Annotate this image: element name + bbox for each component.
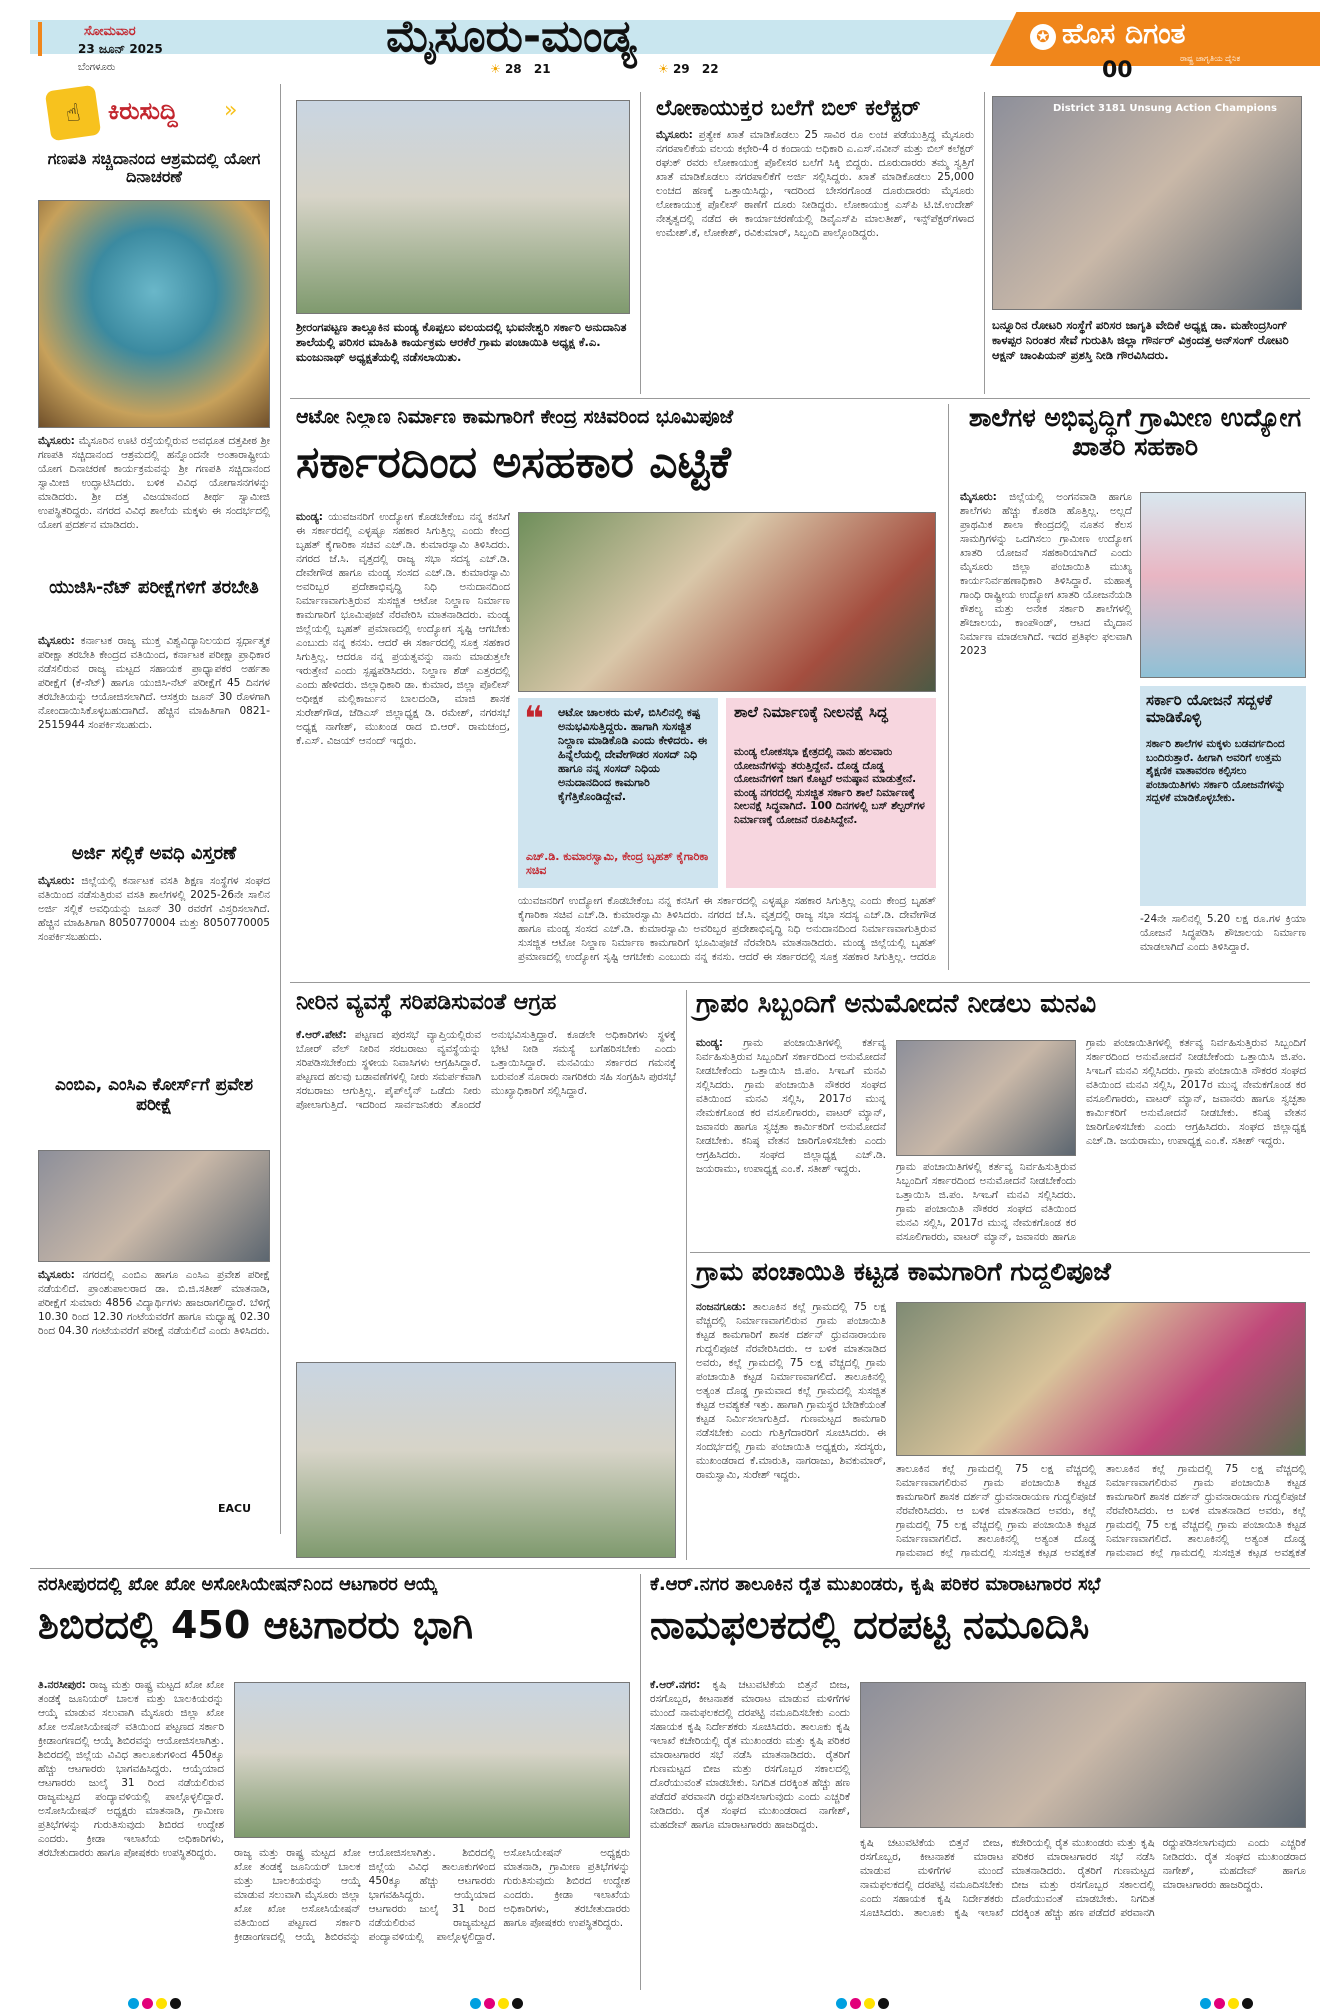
kiru-tag: EACU xyxy=(218,1502,252,1515)
weather-max: 29 xyxy=(672,62,690,76)
grampam-body-3: ಗ್ರಾಮ ಪಂಚಾಯಿತಿಗಳಲ್ಲಿ ಕರ್ತವ್ಯ ನಿರ್ವಹಿಸುತ್ತಿರುವ ಸಿಬ್ಬಂದಿಗೆ ಸರ್ಕಾರದಿಂದ ಅನುಮೋದನೆ ನೀಡಬೇಕೆಂದು ಒತ್ತಾಯಿಸಿ ಜಿ.ಪಂ. ಸಿಇಒಗೆ ಮನವಿ ಸಲ್ಲಿಸಿದರು. ಗ್ರಾಮ ಪಂಚಾಯಿತಿ ನೌಕರರ ಸಂಘದ ವತಿಯಿಂದ ಮನವಿ ಸಲ್ಲಿಸಿ, 2017ರ ಮುನ್ನ ನೇಮಕಗೊಂಡ ಕರ ವಸೂಲಿಗಾರರು, ವಾಟರ್ ಮ್ಯಾನ್, ಜವಾನರು ಹಾಗೂ ಸ್ವಚ್ಛತಾ ಕಾರ್ಮಿಕರಿಗೆ ಅನುಮೋದನೆ ನೀಡಬೇಕು. ಕನಿಷ್ಠ ವೇತನ ಜಾರಿಗೊಳಿಸಬೇಕು ಎಂದು ಆಗ್ರಹಿಸಿದರು. ಸಂಘದ ಜಿಲ್ಲಾಧ್ಯಕ್ಷ ಎಚ್.ಡಿ. ಜಯರಾಮು, ಉಪಾಧ್ಯಕ್ಷ ಎಂ.ಕೆ. ಸತೀಶ್ ಇದ್ದರು. xyxy=(1086,1037,1306,1147)
brand-emblem-icon: ✪ xyxy=(1030,24,1056,50)
page-number: 00 xyxy=(1102,58,1133,83)
weather-max: 28 xyxy=(504,62,522,76)
khokho-dateline: ತಿ.ನರಸೀಪುರ: xyxy=(38,1679,86,1691)
water-body xyxy=(296,1028,676,1358)
kiru-item-title: ಯುಜಿಸಿ-ನೆಟ್ ಪರೀಕ್ಷೆಗಳಿಗೆ ತರಬೇತಿ xyxy=(49,577,259,598)
sun-icon: ☀ xyxy=(658,62,669,76)
lead-headline: ಸರ್ಕಾರದಿಂದ ಅಸಹಕಾರ ಎಟ್ಟಿಕೆ xyxy=(296,437,731,488)
weather-today xyxy=(490,62,551,76)
quote-author: ಎಚ್.ಡಿ. ಕುಮಾರಸ್ವಾಮಿ, ಕೇಂದ್ರ ಬೃಹತ್ ಕೈಗಾರಿಕಾ ಸಚಿವ xyxy=(526,850,709,877)
kirusuddi-column xyxy=(38,84,270,1534)
school-box-title: ಶಾಲೆ ನಿರ್ಮಾಣಕ್ಕೆ ನೀಲನಕ್ಷೆ ಸಿದ್ಧ xyxy=(734,703,888,721)
kirusuddi-label-box xyxy=(48,88,258,138)
grampam-body-2: ಗ್ರಾಮ ಪಂಚಾಯಿತಿಗಳಲ್ಲಿ ಕರ್ತವ್ಯ ನಿರ್ವಹಿಸುತ್ತಿರುವ ಸಿಬ್ಬಂದಿಗೆ ಸರ್ಕಾರದಿಂದ ಅನುಮೋದನೆ ನೀಡಬೇಕೆಂದು ಒತ್ತಾಯಿಸಿ ಜಿ.ಪಂ. ಸಿಇಒಗೆ ಮನವಿ ಸಲ್ಲಿಸಿದರು. ಗ್ರಾಮ ಪಂಚಾಯಿತಿ ನೌಕರರ ಸಂಘದ ವತಿಯಿಂದ ಮನವಿ ಸಲ್ಲಿಸಿ, 2017ರ ಮುನ್ನ ನೇಮಕಗೊಂಡ ಕರ ವಸೂಲಿಗಾರರು, ವಾಟರ್ ಮ್ಯಾನ್, ಜವಾನರು ಹಾಗೂ xyxy=(896,1161,1076,1243)
brand-name: ಹೊಸ ದಿಗಂತ xyxy=(1062,17,1186,50)
farmers-body-2: ಕೃಷಿ ಚಟುವಟಿಕೆಯ ಬಿತ್ತನೆ ಬೀಜ, ರಸಗೊಬ್ಬರ, ಕೀಟನಾಶಕ ಮಾರಾಟ ಮಾಡುವ ಮಳಿಗೆಗಳ ಮುಂದೆ ನಾಮಫಲಕದಲ್ಲಿ ದರಪಟ್ಟಿ ನಮೂದಿಸಬೇಕು ಎಂದು ಸಹಾಯಕ ಕೃಷಿ ನಿರ್ದೇಶಕರು ಸೂಚಿಸಿದರು. ತಾಲೂಕು ಕೃಷಿ ಇಲಾಖೆ ಕಚೇರಿಯಲ್ಲಿ ರೈತ ಮುಖಂಡರು ಮತ್ತು ಕೃಷಿ ಪರಿಕರ ಮಾರಾಟಗಾರರ ಸಭೆ ನಡೆಸಿ ಮಾತನಾಡಿದರು. ರೈತರಿಗೆ ಗುಣಮಟ್ಟದ ಬೀಜ ಮತ್ತು ರಸಗೊಬ್ಬರ ಸಕಾಲದಲ್ಲಿ ದೊರೆಯುವಂತೆ ಮಾಡಬೇಕು. ನಿಗದಿತ ದರಕ್ಕಿಂತ ಹೆಚ್ಚು ಹಣ ಪಡೆದರೆ ಪರವಾನಗಿ ರದ್ದುಪಡಿಸಲಾಗುವುದು ಎಂದು ಎಚ್ಚರಿಕೆ ನೀಡಿದರು. ರೈತ ಸಂಘದ ಮುಖಂಡರಾದ ನಾಗೇಶ್, ಮಹದೇವ್ ಹಾಗೂ ಮಾರಾಟಗಾರರು ಹಾಜರಿದ್ದರು. xyxy=(860,1837,1306,1919)
lokayukta-dateline: ಮೈಸೂರು: xyxy=(656,129,693,141)
water-headline: ನೀರಿನ ವ್ಯವಸ್ಥೆ ಸರಿಪಡಿಸುವಂತೆ ಆಗ್ರಹ xyxy=(296,990,557,1015)
kiru-body: ನಗರದಲ್ಲಿ ಎಂಬಿಎ ಹಾಗೂ ಎಂಸಿಎ ಪ್ರವೇಶ ಪರೀಕ್ಷೆ ನಡೆಯಲಿದೆ. ಪ್ರಾಂಶುಪಾಲರಾದ ಡಾ. ಬಿ.ಜಿ.ಸತೀಶ್ ಮಾತನಾಡಿ, ಪರೀಕ್ಷೆಗೆ ಸುಮಾರು 4856 ವಿದ್ಯಾರ್ಥಿಗಳು ಹಾಜರಾಗಲಿದ್ದಾರೆ. ಬೆಳಿಗ್ಗೆ 10.30 ರಿಂದ 12.30 ಗಂಟೆಯವರೆಗೆ ಹಾಗೂ ಮಧ್ಯಾಹ್ನ 02.30 ರಿಂದ 04.30 ಗಂಟೆಯವರೆಗೆ ಪರೀಕ್ಷೆ ನಡೆಯಲಿದೆ ಎಂದು ತಿಳಿಸಿದರು. xyxy=(38,1269,270,1337)
gramina-headline: ಶಾಲೆಗಳ ಅಭಿವೃದ್ಧಿಗೆ ಗ್ರಾಮೀಣ ಉದ್ಯೋಗ ಖಾತರಿ ಸಹಕಾರಿ xyxy=(968,403,1302,461)
kiru-item-title: ಗಣಪತಿ ಸಚ್ಚಿದಾನಂದ ಆಶ್ರಮದಲ್ಲಿ ಯೋಗ ದಿನಾಚರಣೆ xyxy=(47,149,261,187)
column-rule xyxy=(640,92,641,394)
masthead-title: ಮೈಸೂರು-ಮಂಡ್ಯ xyxy=(386,11,637,62)
khokho-headline: ಶಿಬಿರದಲ್ಲಿ 450 ಆಟಗಾರರು ಭಾಗಿ xyxy=(38,1603,474,1647)
school-building-photo xyxy=(1140,492,1306,678)
lead-body-tail: ಯುವಜನರಿಗೆ ಉದ್ಯೋಗ ಕೊಡಬೇಕೆಂಬ ನನ್ನ ಕನಸಿಗೆ ಈ ಸರ್ಕಾರದಲ್ಲಿ ಎಳ್ಳಷ್ಟೂ ಸಹಕಾರ ಸಿಗುತ್ತಿಲ್ಲ ಎಂದು ಕೇಂದ್ರ ಬೃಹತ್ ಕೈಗಾರಿಕಾ ಸಚಿವ ಎಚ್.ಡಿ. ಕುಮಾರಸ್ವಾಮಿ ತಿಳಿಸಿದರು. ನಗರದ ಜೆ.ಸಿ. ವೃತ್ತದಲ್ಲಿ ರಾಜ್ಯ ಸಭಾ ಸದಸ್ಯ ಎಚ್.ಡಿ. ದೇವೇಗೌಡ ಹಾಗೂ ಮಂಡ್ಯ ಸಂಸದ ಎಚ್.ಡಿ. ಕುಮಾರಸ್ವಾಮಿ ಅವರಿಬ್ಬರ ಪ್ರದೇಶಾಭಿವೃದ್ಧಿ ನಿಧಿ ಅನುದಾನದಿಂದ ನಿರ್ಮಾಣವಾಗುತ್ತಿರುವ ಸುಸಜ್ಜಿತ ಆಟೋ ನಿಲ್ದಾಣ ನಿರ್ಮಾಣ ಕಾಮಗಾರಿಗೆ ಭೂಮಿಪೂಜೆ ನೆರವೇರಿಸಿ ಮಾತನಾಡಿದರು. ಮಂಡ್ಯ ಜಿಲ್ಲೆಯಲ್ಲಿ ಬೃಹತ್ ಪ್ರಮಾಣದಲ್ಲಿ ಉದ್ಯೋಗ ಸೃಷ್ಟಿ ಆಗಬೇಕು ಎಂಬುದು ನನ್ನ ಕನಸು. ಆದರೆ ಈ ಸರ್ಕಾರದಲ್ಲಿ ಸೂಕ್ತ ಸಹಕಾರ ಸಿಗುತ್ತಿಲ್ಲ. ಆದರೂ xyxy=(518,895,936,963)
column-rule xyxy=(984,92,985,394)
gp-dateline: ನಂಜನಗೂಡು: xyxy=(696,1301,746,1313)
section-rule xyxy=(290,982,1310,983)
weather-min: 21 xyxy=(533,62,551,76)
kiru-dateline: ಮೈಸೂರು: xyxy=(38,1269,75,1281)
weather-tomorrow xyxy=(658,62,719,76)
gramina-sub-body: ಸರ್ಕಾರಿ ಶಾಲೆಗಳ ಮಕ್ಕಳು ಬಡವರ್ಗದಿಂದ ಬಂದಿರುತ್ತಾರೆ. ಹೀಗಾಗಿ ಅವರಿಗೆ ಉತ್ತಮ ಶೈಕ್ಷಣಿಕ ವಾತಾವರಣ ಕಲ್ಪಿಸಲು ಪಂಚಾಯಿತಿಗಳು ಸರ್ಕಾರಿ ಯೋಜನೆಗಳನ್ನು ಸದ್ಬಳಕೆ ಮಾಡಿಕೊಳ್ಳಬೇಕು. xyxy=(1146,738,1286,804)
kiru-item-body xyxy=(38,874,270,1064)
gp-body-3: ತಾಲೂಕಿನ ಕಲ್ಲೆ ಗ್ರಾಮದಲ್ಲಿ 75 ಲಕ್ಷ ವೆಚ್ಚದಲ್ಲಿ ನಿರ್ಮಾಣವಾಗಲಿರುವ ಗ್ರಾಮ ಪಂಚಾಯಿತಿ ಕಟ್ಟಡ ಕಾಮಗಾರಿಗೆ ಶಾಸಕ ದರ್ಶನ್ ಧ್ರುವನಾರಾಯಣ ಗುದ್ದಲಿಪೂಜೆ ನೆರವೇರಿಸಿದರು. ಆ ಬಳಿಕ ಮಾತನಾಡಿದ ಅವರು, ಕಲ್ಲೆ ಗ್ರಾಮದಲ್ಲಿ 75 ಲಕ್ಷ ವೆಚ್ಚದಲ್ಲಿ ಗ್ರಾಮ ಪಂಚಾಯಿತಿ ಕಟ್ಟಡ ನಿರ್ಮಾಣವಾಗಲಿದೆ. ತಾಲೂಕಿನಲ್ಲಿ ಅತ್ಯಂತ ದೊಡ್ಡ ಗ್ರಾಮವಾದ ಕಲ್ಲೆ ಗ್ರಾಮದಲ್ಲಿ ಸುಸಜ್ಜಿತ ಕಟ್ಟಡ ಅವಶ್ಯಕತೆ xyxy=(1106,1463,1306,1558)
gp-body-2: ತಾಲೂಕಿನ ಕಲ್ಲೆ ಗ್ರಾಮದಲ್ಲಿ 75 ಲಕ್ಷ ವೆಚ್ಚದಲ್ಲಿ ನಿರ್ಮಾಣವಾಗಲಿರುವ ಗ್ರಾಮ ಪಂಚಾಯಿತಿ ಕಟ್ಟಡ ಕಾಮಗಾರಿಗೆ ಶಾಸಕ ದರ್ಶನ್ ಧ್ರುವನಾರಾಯಣ ಗುದ್ದಲಿಪೂಜೆ ನೆರವೇರಿಸಿದರು. ಆ ಬಳಿಕ ಮಾತನಾಡಿದ ಅವರು, ಕಲ್ಲೆ ಗ್ರಾಮದಲ್ಲಿ 75 ಲಕ್ಷ ವೆಚ್ಚದಲ್ಲಿ ಗ್ರಾಮ ಪಂಚಾಯಿತಿ ಕಟ್ಟಡ ನಿರ್ಮಾಣವಾಗಲಿದೆ. ತಾಲೂಕಿನಲ್ಲಿ ಅತ್ಯಂತ ದೊಡ್ಡ ಗ್ರಾಮವಾದ ಕಲ್ಲೆ ಗ್ರಾಮದಲ್ಲಿ ಸುಸಜ್ಜಿತ ಕಟ್ಟಡ ಅವಶ್ಯಕತೆ xyxy=(896,1463,1096,1558)
yoga-caption: ಶ್ರೀರಂಗಪಟ್ಟಣ ತಾಲ್ಲೂಕಿನ ಮಂಡ್ಯ ಕೊಪ್ಪಲು ವಲಯದಲ್ಲಿ ಭುವನೇಶ್ವರಿ ಸರ್ಕಾರಿ ಅನುದಾನಿತ ಶಾಲೆಯಲ್ಲಿ ಪರಿಸರ ಮಾಹಿತಿ ಕಾರ್ಯಕ್ರಮ ಆರಕೆರೆ ಗ್ರಾಮ ಪಂಚಾಯಿತಿ ಅಧ್ಯಕ್ಷ ಕೆ.ಎ. ಮಂಜುನಾಥ್ ಅಧ್ಯಕ್ಷತೆಯಲ್ಲಿ ನಡೆಸಲಾಯಿತು. xyxy=(296,320,627,364)
masthead-date: 23 ಜೂನ್ 2025 xyxy=(78,42,163,56)
tree-planting-photo xyxy=(296,100,630,314)
principal-photo xyxy=(38,1150,270,1262)
khokho-kicker: ನರಸೀಪುರದಲ್ಲಿ ಖೋ ಖೋ ಅಸೋಸಿಯೇಷನ್‌ನಿಂದ ಆಟಗಾರರ ಆಯ್ಕೆ xyxy=(38,1574,438,1595)
khokho-body xyxy=(38,1678,224,1988)
gramina-sub-title: ಸರ್ಕಾರಿ ಯೋಜನೆ ಸದ್ಬಳಕೆ ಮಾಡಿಕೊಳ್ಳಿ xyxy=(1146,691,1272,727)
farmers-kicker: ಕೆ.ಆರ್.ನಗರ ತಾಲೂಕಿನ ರೈತ ಮುಖಂಡರು, ಕೃಷಿ ಪರಿಕರ ಮಾರಾಟಗಾರರ ಸಭೆ xyxy=(650,1574,1101,1595)
lead-text: ಯುವಜನರಿಗೆ ಉದ್ಯೋಗ ಕೊಡಬೇಕೆಂಬ ನನ್ನ ಕನಸಿಗೆ ಈ ಸರ್ಕಾರದಲ್ಲಿ ಎಳ್ಳಷ್ಟೂ ಸಹಕಾರ ಸಿಗುತ್ತಿಲ್ಲ ಎಂದು ಕೇಂದ್ರ ಬೃಹತ್ ಕೈಗಾರಿಕಾ ಸಚಿವ ಎಚ್.ಡಿ. ಕುಮಾರಸ್ವಾಮಿ ತಿಳಿಸಿದರು. ನಗರದ ಜೆ.ಸಿ. ವೃತ್ತದಲ್ಲಿ ರಾಜ್ಯ ಸಭಾ ಸದಸ್ಯ ಎಚ್.ಡಿ. ದೇವೇಗೌಡ ಹಾಗೂ ಮಂಡ್ಯ ಸಂಸದ ಎಚ್.ಡಿ. ಕುಮಾರಸ್ವಾಮಿ ಅವರಿಬ್ಬರ ಪ್ರದೇಶಾಭಿವೃದ್ಧಿ ನಿಧಿ ಅನುದಾನದಿಂದ ನಿರ್ಮಾಣವಾಗುತ್ತಿರುವ ಸುಸಜ್ಜಿತ ಆಟೋ ನಿಲ್ದಾಣ ನಿರ್ಮಾಣ ಕಾಮಗಾರಿಗೆ ಭೂಮಿಪೂಜೆ ನೆರವೇರಿಸಿ ಮಾತನಾಡಿದರು. ಮಂಡ್ಯ ಜಿಲ್ಲೆಯಲ್ಲಿ ಬೃಹತ್ ಪ್ರಮಾಣದಲ್ಲಿ ಉದ್ಯೋಗ ಸೃಷ್ಟಿ ಆಗಬೇಕು ಎಂಬುದು ನನ್ನ ಕನಸು. ಆದರೆ ಈ ಸರ್ಕಾರದಲ್ಲಿ ಸೂಕ್ತ ಸಹಕಾರ ಸಿಗುತ್ತಿಲ್ಲ. ಆದರೂ ನನ್ನ ಪ್ರಯತ್ನವನ್ನು ನಾನು ಮಾಡುತ್ತಲೇ ಇರುತ್ತೇನೆ ಎಂದು ಸ್ಪಷ್ಟಪಡಿಸಿದರು. ನಿಲ್ದಾಣ ಶೆಡ್ ಎತ್ತರದಲ್ಲಿ ಎಂದು ಹೇಳಿದರು. ಜಿಲ್ಲಾಧಿಕಾರಿ ಡಾ. ಕುಮಾರ, ಜಿಲ್ಲಾ ಪೊಲೀಸ್ ಅಧೀಕ್ಷಕ ಮಲ್ಲಿಕಾರ್ಜುನ ಬಾಲದಂಡಿ, ಮಾಜಿ ಶಾಸಕ ಸುರೇಶ್‌ಗೌಡ, ಜೆಡಿಎಸ್ ಜಿಲ್ಲಾಧ್ಯಕ್ಷ ಡಿ. ರಮೇಶ್, ನಗರಸಭೆ ಅಧ್ಯಕ್ಷ ನಾಗೇಶ್, ಮುಖಂಡ ರಾದ ಬಿ.ಆರ್. ರಾಮಚಂದ್ರ, ಕೆ.ಎಸ್. ವಿಜಯ್ ಆನಂದ್ ಇದ್ದರು. xyxy=(296,511,510,747)
kirusuddi-label: ಕಿರುಸುದ್ದಿ xyxy=(108,97,178,125)
weather-min: 22 xyxy=(701,62,719,76)
masthead-city: ಬೆಂಗಳೂರು xyxy=(78,62,116,73)
quote-text: ಆಟೋ ಚಾಲಕರು ಮಳೆ, ಬಿಸಿಲಿನಲ್ಲಿ ಕಷ್ಟ ಅನುಭವಿಸುತ್ತಿದ್ದರು. ಹಾಗಾಗಿ ಸುಸಜ್ಜಿತ ನಿಲ್ದಾಣ ಮಾಡಿಕೊಡಿ ಎಂದು ಕೇಳಿದರು. ಈ ಹಿನ್ನೆಲೆಯಲ್ಲಿ ದೇವೇಗೌಡರ ಸಂಸದ್ ನಿಧಿ ಹಾಗೂ ನನ್ನ ಸಂಸದ್ ನಿಧಿಯ ಅನುದಾನದಿಂದ ಕಾಮಗಾರಿ ಕೈಗೆತ್ತಿಕೊಂಡಿದ್ದೇವೆ. xyxy=(558,706,708,803)
section-rule xyxy=(290,398,1310,399)
kirusuddi-arrows: » xyxy=(224,98,238,123)
farmers-dateline: ಕೆ.ಆರ್.ನಗರ: xyxy=(650,1679,701,1691)
kiru-body: ಕರ್ನಾಟಕ ರಾಜ್ಯ ಮುಕ್ತ ವಿಶ್ವವಿದ್ಯಾನಿಲಯದ ಸ್ಪರ್ಧಾತ್ಮಕ ಪರೀಕ್ಷಾ ತರಬೇತಿ ಕೇಂದ್ರದ ವತಿಯಿಂದ, ಕರ್ನಾಟಕ ಪರೀಕ್ಷಾ ಪ್ರಾಧಿಕಾರ ನಡೆಸಲಿರುವ ರಾಜ್ಯ ಮಟ್ಟದ ಸಹಾಯಕ ಪ್ರಾಧ್ಯಾಪಕರ ಅರ್ಹತಾ ಪರೀಕ್ಷೆಗೆ (ಕೆ-ಸೆಟ್) ಹಾಗೂ ಯುಜಿಸಿ-ನೆಟ್ ಪರೀಕ್ಷೆಗೆ 45 ದಿನಗಳ ತರಬೇತಿಯನ್ನು ಆಯೋಜಿಸಲಾಗಿದೆ. ಆಸಕ್ತರು ಜೂನ್ 30 ರೊಳಗಾಗಿ ನೋಂದಾಯಿಸಿಕೊಳ್ಳಬಹುದಾಗಿದೆ. ಹೆಚ್ಚಿನ ಮಾಹಿತಿಗಾಗಿ 0821-2515944 ಸಂಪರ್ಕಿಸಬಹುದು. xyxy=(38,635,270,731)
yoga-sculpture-photo xyxy=(38,200,270,428)
kiru-item-title: ಎಂಬಿಎ, ಎಂಸಿಎ ಕೋರ್ಸ್‌ಗೆ ಪ್ರವೇಶ ಪರೀಕ್ಷೆ xyxy=(54,1075,254,1115)
groundbreaking-photo xyxy=(896,1302,1306,1456)
grampam-body xyxy=(696,1036,886,1246)
school-box-body: ಮಂಡ್ಯ ಲೋಕಸಭಾ ಕ್ಷೇತ್ರದಲ್ಲಿ ನಾನು ಹಲವಾರು ಯೋಜನೆಗಳನ್ನು ತರುತ್ತಿದ್ದೇನೆ. ದೊಡ್ಡ ದೊಡ್ಡ ಯೋಜನೆಗಳಿಗೆ ಜಾಗ ಕೊಟ್ಟರೆ ಅನುಷ್ಠಾನ ಮಾಡುತ್ತೇನೆ. ಮಂಡ್ಯ ನಗರದಲ್ಲಿ ಸುಸಜ್ಜಿತ ಸರ್ಕಾರಿ ಶಾಲೆ ನಿರ್ಮಾಣಕ್ಕೆ ನೀಲನಕ್ಷೆ ಸಿದ್ಧವಾಗಿದೆ. 100 ದಿನಗಳಲ್ಲಿ ಬಸ್ ಶೆಲ್ಟರ್‌ಗಳ ನಿರ್ಮಾಣಕ್ಕೆ ಯೋಜನೆ ರೂಪಿಸಿದ್ದೇನೆ. xyxy=(734,746,925,826)
gramina-text: ಜಿಲ್ಲೆಯಲ್ಲಿ ಅಂಗನವಾಡಿ ಹಾಗೂ ಶಾಲೆಗಳು ಹೆಚ್ಚು ಕೊಠಡಿ ಹೊತ್ತಿಲ್ಲ. ಅಲ್ಲದೆ ಪ್ರಾಥಮಿಕ ಶಾಲಾ ಕೇಂದ್ರದಲ್ಲಿ ನೂತನ ಕೆಲಸ ಸಾಮಗ್ರಿಗಳನ್ನು ಒದಗಿಸಲು ಗ್ರಾಮೀಣ ಉದ್ಯೋಗ ಖಾತರಿ ಯೋಜನೆ ಸಹಕಾರಿಯಾಗಿದೆ ಎಂದು ಮೈಸೂರು ಜಿಲ್ಲಾ ಪಂಚಾಯಿತಿ ಮುಖ್ಯ ಕಾರ್ಯನಿರ್ವಹಣಾಧಿಕಾರಿ ತಿಳಿಸಿದ್ದಾರೆ. ಮಹಾತ್ಮ ಗಾಂಧಿ ರಾಷ್ಟ್ರೀಯ ಉದ್ಯೋಗ ಖಾತರಿ ಯೋಜನೆಯಡಿ ಕೌಶಲ್ಯ ಮತ್ತು ಅನೇಕ ಸರ್ಕಾರಿ ಶಾಲೆಗಳಲ್ಲಿ ಶೌಚಾಲಯ, ಕಾಂಪೌಂಡ್, ಆಟದ ಮೈದಾನ ನಿರ್ಮಾಣ ಮಾಡಲಾಗಿದೆ. ಇದರ ಪ್ರತಿಫಲ ಫಲವಾಗಿ 2023 xyxy=(960,491,1132,657)
school-box xyxy=(726,698,936,888)
masthead xyxy=(30,11,1320,83)
lokayukta-text: ಪ್ರತ್ಯೇಕ ಖಾತೆ ಮಾಡಿಕೊಡಲು 25 ಸಾವಿರ ರೂ ಲಂಚ ಪಡೆಯುತ್ತಿದ್ದ ಮೈಸೂರು ನಗರಪಾಲಿಕೆಯ ವಲಯ ಕಛೇರಿ-4 ರ ಕಂದಾಯ ಅಧಿಕಾರಿ ಎ.ಎಸ್.ನವೀನ್ ಮತ್ತು ಬಿಲ್ ಕಲೆಕ್ಟರ್ ರಘುಕ್ ರವರು ಲೋಕಾಯುಕ್ತ ಪೊಲೀಸರ ಬಲೆಗೆ ಸಿಕ್ಕಿ ಬಿದ್ದರು. ದೂರುದಾರರು ತಮ್ಮ ಸ್ವತ್ತಿಗೆ ಖಾತೆ ಮಾಡಿಕೊಡಲು ನಗರಪಾಲಿಕೆಗೆ ಅರ್ಜಿ ಸಲ್ಲಿಸಿದ್ದರು. ಖಾತೆ ಮಾಡಿಕೊಡಲು 25,000 ಲಂಚದ ಹಣಕ್ಕೆ ಒತ್ತಾಯಿಸಿದ್ದು, ಇದರಿಂದ ಬೇಸರಗೊಂಡ ದೂರುದಾರರು ಮೈಸೂರು ಲೋಕಾಯುಕ್ತ ಪೊಲೀಸ್ ಠಾಣೆಗೆ ದೂರು ನೀಡಿದ್ದರು. ಲೋಕಾಯುಕ್ತ ಎಸ್‌ಪಿ ಟಿ.ಜೆ.ಉದೇಶ್ ನೇತೃತ್ವದಲ್ಲಿ ನಡೆದ ಈ ಕಾರ್ಯಾಚರಣೆಯಲ್ಲಿ ಡಿವೈಎಸ್‌ಪಿ ಮಾಲತೀಶ್, ಇನ್ಸ್‌ಪೆಕ್ಟರ್‌ಗಳಾದ ಉಮೇಶ್.ಕೆ, ಲೋಕೇಶ್, ರವಿಕುಮಾರ್, ಸಿಬ್ಬಂದಿ ಪಾಲ್ಗೊಂಡಿದ್ದರು. xyxy=(656,129,974,239)
kiru-item-body xyxy=(38,1268,270,1498)
lead-dateline: ಮಂಡ್ಯ: xyxy=(296,511,323,523)
farmers-headline: ನಾಮಫಲಕದಲ್ಲಿ ದರಪಟ್ಟಿ ನಮೂದಿಸಿ xyxy=(650,1603,1090,1647)
sun-icon: ☀ xyxy=(490,62,501,76)
gp-headline: ಗ್ರಾಮ ಪಂಚಾಯಿತಿ ಕಟ್ಟಡ ಕಾಮಗಾರಿಗೆ ಗುದ್ದಲಿಪೂಜೆ xyxy=(696,1257,1111,1286)
kiru-item-body xyxy=(38,434,270,568)
column-rule xyxy=(280,84,281,1534)
khokho-photo xyxy=(234,1682,630,1838)
hand-icon: ☝ xyxy=(45,85,101,141)
registration-marks-left xyxy=(128,1994,184,2009)
water-dateline: ಕೆ.ಆರ್.ಪೇಟೆ: xyxy=(296,1029,347,1041)
lokayukta-body xyxy=(656,128,974,386)
memorandum-photo xyxy=(896,1040,1076,1156)
bhoomi-pooja-photo xyxy=(518,512,936,692)
kiru-item-body xyxy=(38,634,270,834)
masthead-day: ಸೋಮವಾರ xyxy=(84,24,136,39)
kiru-item-title: ಅರ್ಜಿ ಸಲ್ಲಿಕೆ ಅವಧಿ ವಿಸ್ತರಣೆ xyxy=(71,843,237,864)
gramina-tail: -24ನೇ ಸಾಲಿನಲ್ಲಿ 5.20 ಲಕ್ಷ ರೂ.ಗಳ ಕ್ರಿಯಾ ಯೋಜನೆ ಸಿದ್ಧಪಡಿಸಿ ಶೌಚಾಲಯ ನಿರ್ಮಾಣ ಮಾಡಲಾಗಿದೆ ಎಂದು ತಿಳಿಸಿದ್ದಾರೆ. xyxy=(1140,913,1306,953)
brand-tagline: ರಾಷ್ಟ್ರ ಜಾಗೃತಿಯ ದೈನಿಕ xyxy=(1180,54,1241,63)
gramina-body xyxy=(960,490,1132,964)
khokho-body-2: ರಾಜ್ಯ ಮತ್ತು ರಾಷ್ಟ್ರ ಮಟ್ಟದ ಖೋ ಖೋ ತಂಡಕ್ಕೆ ಜೂನಿಯರ್ ಬಾಲಕ ಮತ್ತು ಬಾಲಕಿಯರನ್ನು ಆಯ್ಕೆ ಮಾಡುವ ಸಲುವಾಗಿ ಮೈಸೂರು ಜಿಲ್ಲಾ ಖೋ ಖೋ ಅಸೋಸಿಯೇಷನ್ ವತಿಯಿಂದ ಪಟ್ಟಣದ ಸರ್ಕಾರಿ ಕ್ರೀಡಾಂಗಣದಲ್ಲಿ ಆಯ್ಕೆ ಶಿಬಿರವನ್ನು ಆಯೋಜಿಸಲಾಗಿತ್ತು. ಶಿಬಿರದಲ್ಲಿ ಜಿಲ್ಲೆಯ ವಿವಿಧ ತಾಲೂಕುಗಳಿಂದ 450ಕ್ಕೂ ಹೆಚ್ಚು ಆಟಗಾರರು ಭಾಗವಹಿಸಿದ್ದರು. ಆಯ್ಕೆಯಾದ ಆಟಗಾರರು ಜುಲೈ 31 ರಿಂದ ನಡೆಯಲಿರುವ ರಾಜ್ಯಮಟ್ಟದ ಪಂದ್ಯಾವಳಿಯಲ್ಲಿ ಪಾಲ್ಗೊಳ್ಳಲಿದ್ದಾರೆ. ಅಸೋಸಿಯೇಷನ್ ಅಧ್ಯಕ್ಷರು ಮಾತನಾಡಿ, ಗ್ರಾಮೀಣ ಪ್ರತಿಭೆಗಳನ್ನು ಗುರುತಿಸುವುದು ಶಿಬಿರದ ಉದ್ದೇಶ ಎಂದರು. ಕ್ರೀಡಾ ಇಲಾಖೆಯ ಅಧಿಕಾರಿಗಳು, ತರಬೇತುದಾರರು ಹಾಗೂ ಪೋಷಕರು ಉಪಸ್ಥಿತರಿದ್ದರು. xyxy=(234,1847,630,1943)
grampam-headline: ಗ್ರಾಪಂ ಸಿಬ್ಬಂದಿಗೆ ಅನುಮೋದನೆ ನೀಡಲು ಮನವಿ xyxy=(696,989,1097,1019)
registration-marks-right xyxy=(1200,1994,1256,2009)
column-rule xyxy=(640,1574,641,1990)
gramina-dateline: ಮೈಸೂರು: xyxy=(960,491,997,503)
pipeline-photo xyxy=(296,1362,676,1558)
column-rule xyxy=(686,990,687,1560)
gp-text: ತಾಲೂಕಿನ ಕಲ್ಲೆ ಗ್ರಾಮದಲ್ಲಿ 75 ಲಕ್ಷ ವೆಚ್ಚದಲ್ಲಿ ನಿರ್ಮಾಣವಾಗಲಿರುವ ಗ್ರಾಮ ಪಂಚಾಯಿತಿ ಕಟ್ಟಡ ಕಾಮಗಾರಿಗೆ ಶಾಸಕ ದರ್ಶನ್ ಧ್ರುವನಾರಾಯಣ ಗುದ್ದಲಿಪೂಜೆ ನೆರವೇರಿಸಿದರು. ಆ ಬಳಿಕ ಮಾತನಾಡಿದ ಅವರು, ಕಲ್ಲೆ ಗ್ರಾಮದಲ್ಲಿ 75 ಲಕ್ಷ ವೆಚ್ಚದಲ್ಲಿ ಗ್ರಾಮ ಪಂಚಾಯಿತಿ ಕಟ್ಟಡ ನಿರ್ಮಾಣವಾಗಲಿದೆ. ತಾಲೂಕಿನಲ್ಲಿ ಅತ್ಯಂತ ದೊಡ್ಡ ಗ್ರಾಮವಾದ ಕಲ್ಲೆ ಗ್ರಾಮದಲ್ಲಿ ಸುಸಜ್ಜಿತ ಕಟ್ಟಡ ಅವಶ್ಯಕತೆ ಇತ್ತು. ಹಾಗಾಗಿ ಗ್ರಾಮಸ್ಥರ ಬೇಡಿಕೆಯಂತೆ ಕಟ್ಟಡ ನಿರ್ಮಿಸಲಾಗುತ್ತಿದೆ. ಗುಣಮಟ್ಟದ ಕಾಮಗಾರಿ ನಡೆಸಬೇಕು ಎಂದು ಗುತ್ತಿಗೆದಾರರಿಗೆ ಸೂಚಿಸಿದರು. ಈ ಸಂದರ್ಭದಲ್ಲಿ ಗ್ರಾಮ ಪಂಚಾಯಿತಿ ಅಧ್ಯಕ್ಷರು, ಸದಸ್ಯರು, ಮುಖಂಡರಾದ ಕೆ.ಮಾರುತಿ, ನಾಗರಾಜು, ಶಿವಕುಮಾರ್, ರಾಮಸ್ವಾಮಿ, ಸುರೇಶ್ ಇದ್ದರು. xyxy=(696,1301,886,1481)
quote-icon: ❝ xyxy=(524,699,544,739)
kiru-body: ಜಿಲ್ಲೆಯಲ್ಲಿ ಕರ್ನಾಟಕ ವಸತಿ ಶಿಕ್ಷಣ ಸಂಸ್ಥೆಗಳ ಸಂಘದ ವತಿಯಿಂದ ನಡೆಸುತ್ತಿರುವ ವಸತಿ ಶಾಲೆಗಳಲ್ಲಿ 2025-26ನೇ ಸಾಲಿನ ಅರ್ಜಿ ಸಲ್ಲಿಕೆ ಅವಧಿಯನ್ನು ಜೂನ್ 30 ರವರೆಗೆ ವಿಸ್ತರಿಸಲಾಗಿದೆ. ಹೆಚ್ಚಿನ ಮಾಹಿತಿಗಾಗಿ 8050770004 ಮತ್ತು 8050770005 ಸಂಪರ್ಕಿಸಬಹುದು. xyxy=(38,875,270,943)
gp-body xyxy=(696,1300,886,1558)
lead-body xyxy=(296,510,510,966)
kiru-body: ಮೈಸೂರಿನ ಊಟಿ ರಸ್ತೆಯಲ್ಲಿರುವ ಅವಧೂತ ದತ್ತಪೀಠ ಶ್ರೀ ಗಣಪತಿ ಸಚ್ಚಿದಾನಂದ ಆಶ್ರಮದಲ್ಲಿ ಹನ್ನೊಂದನೇ ಅಂತಾರಾಷ್ಟ್ರೀಯ ಯೋಗ ದಿನಾಚರಣೆ ಕಾರ್ಯಕ್ರಮವನ್ನು ಶ್ರೀ ಗಣಪತಿ ಸಚ್ಚಿದಾನಂದ ಸ್ವಾಮೀಜಿ ಉದ್ಘಾಟಿಸಿದರು. ಬಳಿಕ ವಿವಿಧ ಯೋಗಾಸನಗಳನ್ನು ಮಾಡಿದರು. ಶ್ರೀ ದತ್ತ ವಿಜಯಾನಂದ ತೀರ್ಥ ಸ್ವಾಮೀಜಿ ಉಪಸ್ಥಿತರಿದ್ದರು. ನಗರದ ವಿವಿಧ ಶಾಲೆಯ ಮಕ್ಕಳು ಈ ಸಂದರ್ಭದಲ್ಲಿ ಯೋಗ ಪ್ರದರ್ಶನ ಮಾಡಿದರು. xyxy=(38,435,270,531)
grampam-text: ಗ್ರಾಮ ಪಂಚಾಯಿತಿಗಳಲ್ಲಿ ಕರ್ತವ್ಯ ನಿರ್ವಹಿಸುತ್ತಿರುವ ಸಿಬ್ಬಂದಿಗೆ ಸರ್ಕಾರದಿಂದ ಅನುಮೋದನೆ ನೀಡಬೇಕೆಂದು ಒತ್ತಾಯಿಸಿ ಜಿ.ಪಂ. ಸಿಇಒಗೆ ಮನವಿ ಸಲ್ಲಿಸಿದರು. ಗ್ರಾಮ ಪಂಚಾಯಿತಿ ನೌಕರರ ಸಂಘದ ವತಿಯಿಂದ ಮನವಿ ಸಲ್ಲಿಸಿ, 2017ರ ಮುನ್ನ ನೇಮಕಗೊಂಡ ಕರ ವಸೂಲಿಗಾರರು, ವಾಟರ್ ಮ್ಯಾನ್, ಜವಾನರು ಹಾಗೂ ಸ್ವಚ್ಛತಾ ಕಾರ್ಮಿಕರಿಗೆ ಅನುಮೋದನೆ ನೀಡಬೇಕು. ಕನಿಷ್ಠ ವೇತನ ಜಾರಿಗೊಳಿಸಬೇಕು ಎಂದು ಆಗ್ರಹಿಸಿದರು. ಸಂಘದ ಜಿಲ್ಲಾಧ್ಯಕ್ಷ ಎಚ್.ಡಿ. ಜಯರಾಮು, ಉಪಾಧ್ಯಕ್ಷ ಎಂ.ಕೆ. ಸತೀಶ್ ಇದ್ದರು. xyxy=(696,1037,886,1175)
registration-marks-mid-left xyxy=(470,1994,526,2009)
gramina-sub-box xyxy=(1140,686,1306,906)
kiru-dateline: ಮೈಸೂರು: xyxy=(38,635,75,647)
lokayukta-headline: ಲೋಕಾಯುಕ್ತರ ಬಲೆಗೆ ಬಿಲ್ ಕಲೆಕ್ಟರ್ xyxy=(656,96,921,121)
farmers-meeting-photo xyxy=(860,1682,1306,1828)
kiru-dateline: ಮೈಸೂರು: xyxy=(38,435,75,447)
farmers-body xyxy=(650,1678,850,1988)
column-rule xyxy=(948,404,949,970)
khokho-text: ರಾಜ್ಯ ಮತ್ತು ರಾಷ್ಟ್ರ ಮಟ್ಟದ ಖೋ ಖೋ ತಂಡಕ್ಕೆ ಜೂನಿಯರ್ ಬಾಲಕ ಮತ್ತು ಬಾಲಕಿಯರನ್ನು ಆಯ್ಕೆ ಮಾಡುವ ಸಲುವಾಗಿ ಮೈಸೂರು ಜಿಲ್ಲಾ ಖೋ ಖೋ ಅಸೋಸಿಯೇಷನ್ ವತಿಯಿಂದ ಪಟ್ಟಣದ ಸರ್ಕಾರಿ ಕ್ರೀಡಾಂಗಣದಲ್ಲಿ ಆಯ್ಕೆ ಶಿಬಿರವನ್ನು ಆಯೋಜಿಸಲಾಗಿತ್ತು. ಶಿಬಿರದಲ್ಲಿ ಜಿಲ್ಲೆಯ ವಿವಿಧ ತಾಲೂಕುಗಳಿಂದ 450ಕ್ಕೂ ಹೆಚ್ಚು ಆಟಗಾರರು ಭಾಗವಹಿಸಿದ್ದರು. ಆಯ್ಕೆಯಾದ ಆಟಗಾರರು ಜುಲೈ 31 ರಿಂದ ನಡೆಯಲಿರುವ ರಾಜ್ಯಮಟ್ಟದ ಪಂದ್ಯಾವಳಿಯಲ್ಲಿ ಪಾಲ್ಗೊಳ್ಳಲಿದ್ದಾರೆ. ಅಸೋಸಿಯೇಷನ್ ಅಧ್ಯಕ್ಷರು ಮಾತನಾಡಿ, ಗ್ರಾಮೀಣ ಪ್ರತಿಭೆಗಳನ್ನು ಗುರುತಿಸುವುದು ಶಿಬಿರದ ಉದ್ದೇಶ ಎಂದರು. ಕ್ರೀಡಾ ಇಲಾಖೆಯ ಅಧಿಕಾರಿಗಳು, ತರಬೇತುದಾರರು ಹಾಗೂ ಪೋಷಕರು ಉಪಸ್ಥಿತರಿದ್ದರು. xyxy=(38,1679,224,1859)
quote-box xyxy=(518,698,718,888)
masthead-day-marker xyxy=(38,22,42,56)
rotary-award-photo xyxy=(992,96,1302,310)
water-text: ಪಟ್ಟಣದ ಪುರಸಭೆ ವ್ಯಾಪ್ತಿಯಲ್ಲಿರುವ ಬೋರ್ ವೆಲ್ ನೀರಿನ ಸರಬರಾಜು ವ್ಯವಸ್ಥೆಯನ್ನು ಸರಿಪಡಿಸಬೇಕೆಂದು ಸ್ಥಳೀಯ ನಿವಾಸಿಗಳು ಆಗ್ರಹಿಸಿದ್ದಾರೆ. ಪಟ್ಟಣದ ಹಲವು ಬಡಾವಣೆಗಳಲ್ಲಿ ನೀರು ಸಮರ್ಪಕವಾಗಿ ಸರಬರಾಜು ಆಗುತ್ತಿಲ್ಲ. ಪೈಪ್‌ಲೈನ್ ಒಡೆದು ನೀರು ಪೋಲಾಗುತ್ತಿದೆ. ಇದರಿಂದ ಸಾರ್ವಜನಿಕರು ತೊಂದರೆ ಅನುಭವಿಸುತ್ತಿದ್ದಾರೆ. ಕೂಡಲೇ ಅಧಿಕಾರಿಗಳು ಸ್ಥಳಕ್ಕೆ ಭೇಟಿ ನೀಡಿ ಸಮಸ್ಯೆ ಬಗೆಹರಿಸಬೇಕು ಎಂದು ಒತ್ತಾಯಿಸಿದ್ದಾರೆ. ಮನವಿಯು ಸರ್ಕಾರದ ಗಮನಕ್ಕೆ ಬರುವಂತೆ ನೂರಾರು ನಾಗರಿಕರು ಸಹಿ ಸಂಗ್ರಹಿಸಿ ಪುರಸಭೆ ಮುಖ್ಯಾಧಿಕಾರಿಗೆ ಸಲ್ಲಿಸಿದ್ದಾರೆ. xyxy=(296,1029,676,1111)
grampam-dateline: ಮಂಡ್ಯ: xyxy=(696,1037,723,1049)
rotary-banner: District 3181 Unsung Action Champions xyxy=(1053,103,1277,114)
rotary-caption: ಬನ್ನೂರಿನ ರೋಟರಿ ಸಂಸ್ಥೆಗೆ ಪರಿಸರ ಜಾಗೃತಿ ವೇದಿಕೆ ಅಧ್ಯಕ್ಷ ಡಾ. ಮಹೇಂದ್ರಸಿಂಗ್ ಕಾಳಪ್ಪರ ನಿರಂತರ ಸೇವೆ ಗುರುತಿಸಿ ಜಿಲ್ಲಾ ಗೌರ್ನರ್ ವಿಕ್ರಂದತ್ತ ಅನ್‌ಸಂಗ್ ರೋಟರಿ ಆಕ್ಷನ್ ಚಾಂಪಿಯನ್ ಪ್ರಶಸ್ತಿ ನೀಡಿ ಗೌರವಿಸಿದರು. xyxy=(992,318,1289,362)
lead-kicker: ಆಟೋ ನಿಲ್ದಾಣ ನಿರ್ಮಾಣ ಕಾಮಗಾರಿಗೆ ಕೇಂದ್ರ ಸಚಿವರಿಂದ ಭೂಮಿಪೂಜೆ xyxy=(296,406,734,428)
section-rule xyxy=(690,1252,1310,1253)
kiru-dateline: ಮೈಸೂರು: xyxy=(38,875,75,887)
section-rule xyxy=(30,1568,1310,1569)
registration-marks-mid-right xyxy=(836,1994,892,2009)
farmers-text: ಕೃಷಿ ಚಟುವಟಿಕೆಯ ಬಿತ್ತನೆ ಬೀಜ, ರಸಗೊಬ್ಬರ, ಕೀಟನಾಶಕ ಮಾರಾಟ ಮಾಡುವ ಮಳಿಗೆಗಳ ಮುಂದೆ ನಾಮಫಲಕದಲ್ಲಿ ದರಪಟ್ಟಿ ನಮೂದಿಸಬೇಕು ಎಂದು ಸಹಾಯಕ ಕೃಷಿ ನಿರ್ದೇಶಕರು ಸೂಚಿಸಿದರು. ತಾಲೂಕು ಕೃಷಿ ಇಲಾಖೆ ಕಚೇರಿಯಲ್ಲಿ ರೈತ ಮುಖಂಡರು ಮತ್ತು ಕೃಷಿ ಪರಿಕರ ಮಾರಾಟಗಾರರ ಸಭೆ ನಡೆಸಿ ಮಾತನಾಡಿದರು. ರೈತರಿಗೆ ಗುಣಮಟ್ಟದ ಬೀಜ ಮತ್ತು ರಸಗೊಬ್ಬರ ಸಕಾಲದಲ್ಲಿ ದೊರೆಯುವಂತೆ ಮಾಡಬೇಕು. ನಿಗದಿತ ದರಕ್ಕಿಂತ ಹೆಚ್ಚು ಹಣ ಪಡೆದರೆ ಪರವಾನಗಿ ರದ್ದುಪಡಿಸಲಾಗುವುದು ಎಂದು ಎಚ್ಚರಿಕೆ ನೀಡಿದರು. ರೈತ ಸಂಘದ ಮುಖಂಡರಾದ ನಾಗೇಶ್, ಮಹದೇವ್ ಹಾಗೂ ಮಾರಾಟಗಾರರು ಹಾಜರಿದ್ದರು. xyxy=(650,1679,850,1831)
